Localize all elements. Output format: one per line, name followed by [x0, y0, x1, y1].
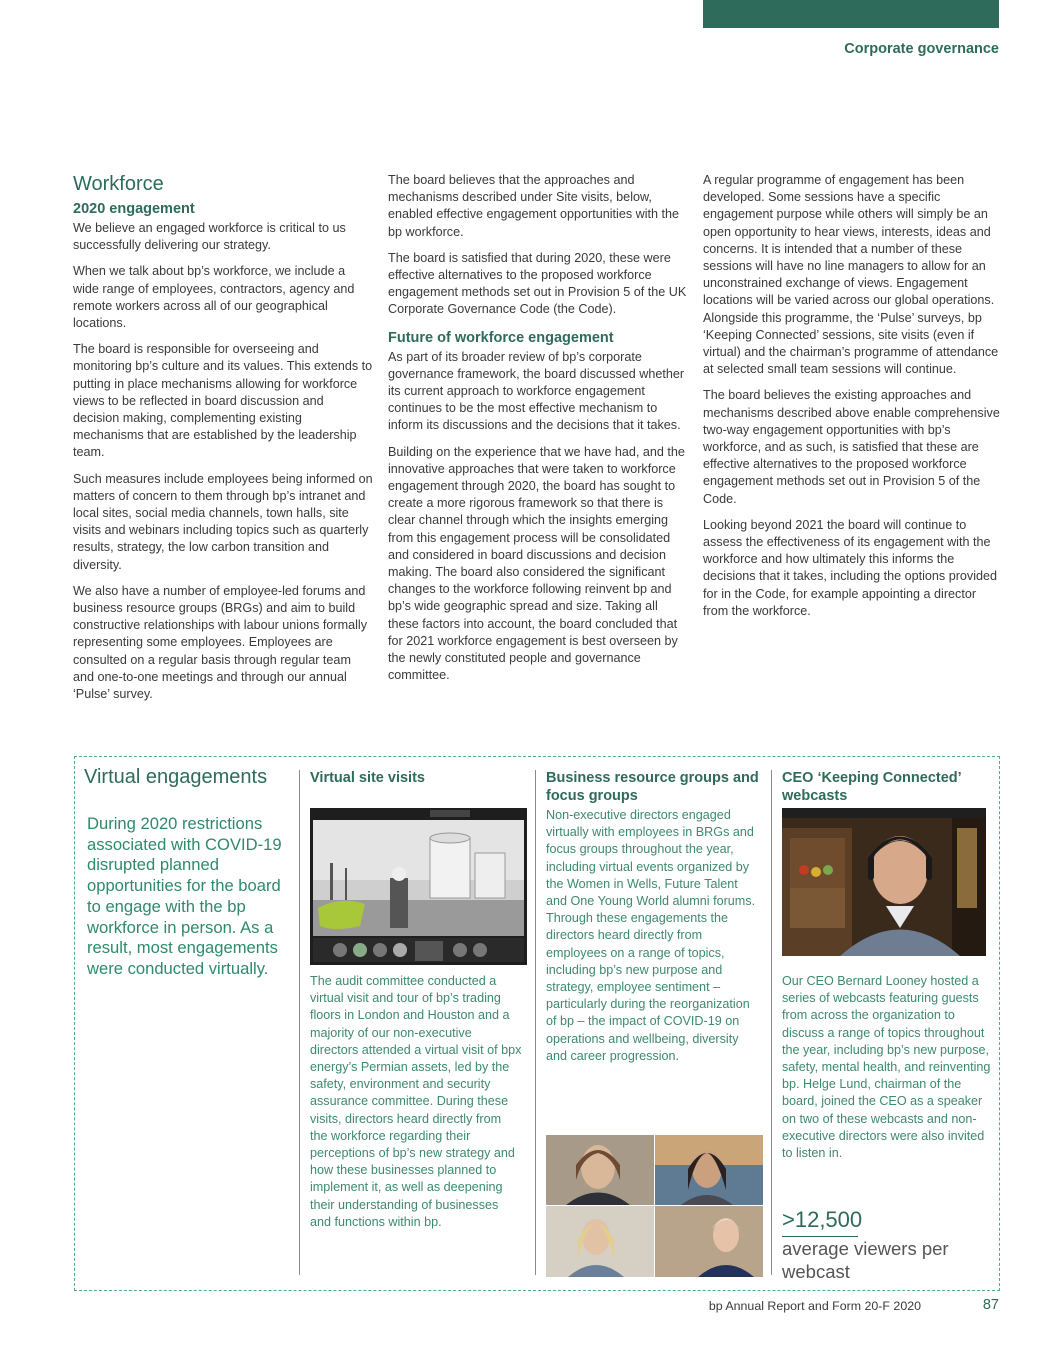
divider: [299, 770, 300, 1275]
paragraph: The board is responsible for overseeing and monitoring bp’s culture and its values. This extends to putting in place mechanisms allowing for workforce views to be reflected in board discussion and decision making, complementing existing mechanisms that are established by the leadership team.: [73, 342, 373, 460]
ceo-webcasts-text: Our CEO Bernard Looney hosted a series of webcasts featuring guests from across the organization to discuss a range of topics throughout the year, including bp’s new purpose, safety, mental health, and reinventing bp. Helge Lund, chairman of the board, joined the CEO as a speaker on two of these webcasts and non-executive directors were also invited to listen in.: [782, 974, 991, 1161]
site-visit-video-image: [310, 808, 527, 965]
header-bar: [703, 0, 999, 28]
paragraph: Looking beyond 2021 the board will continue to assess the effectiveness of its engagement with the workforce and how ultimately this informs the decisions that it takes, including the options provided for in the Code, for example appointing a director from the workforce.: [703, 517, 998, 618]
brg-video-call-image: [546, 1135, 763, 1277]
paragraph: Such measures include employees being informed on matters of concern to them through bp’s intranet and local sites, social media channels, town halls, site visits and webinars including topics such as quarterly results, strategy, the low carbon transition and diversity.: [73, 471, 373, 572]
paragraph: The board believes that the approaches and mechanisms described under Site visits, below, enabled effective engagement opportunities with the bp workforce.: [388, 173, 680, 239]
section-label: Corporate governance: [844, 41, 999, 57]
paragraph: The board believes the existing approaches and mechanisms described above enable comprehensive two-way engagement opportunities with bp’s workforce, and as such, is satisfied that these are effective alternatives to the proposed workforce engagement methods set out in Provision 5 of the Code.: [703, 388, 1000, 506]
workforce-heading: Workforce: [73, 173, 164, 195]
ceo-webcasts-heading: CEO ‘Keeping Connected’ webcasts: [782, 770, 961, 804]
site-visits-heading: Virtual site visits: [310, 770, 425, 786]
paragraph: The board is satisfied that during 2020, these were effective alternatives to the proposed workforce engagement methods set out in Provision 5 of the UK Corporate Governance Code (the Code).: [388, 250, 687, 317]
paragraph: Building on the experience that we have had, and the innovative approaches that were taken to workforce engagement through 2020, the board has sought to create a more rigorous framework so that there is clear channel through which the insights emerging from this engagement process will be consolidated and considered in board discussions and decision making. The board also considered the significant changes to the workforce following reinvent bp and bp’s wide geographic spread and size. Taking all these factors into account, the board concluded that for 2021 workforce engagement is best overseen by the newly constituted people and governance committee.: [388, 444, 685, 683]
paragraph: We also have a number of employee-led forums and business resource groups (BRGs) and aim to build constructive relationships with labour unions formally representing some employees. Employees are consulted on a regular basis through regular team and one-to-one meetings and through our annual ‘Pulse’ survey.: [73, 583, 367, 702]
column-3: [703, 172, 1003, 629]
viewers-stat-value: >12,500: [782, 1207, 863, 1232]
column-2: [388, 172, 688, 693]
virtual-engagements-title: Virtual engagements: [84, 766, 268, 788]
site-visits-text: The audit committee conducted a virtual visit and tour of bp’s trading floors in London and Houston and a majority of our non-executive directors attended a virtual visit of bpx energy’s Permian assets, led by the safety, environment and security assurance committee. During these visits, directors heard directly from the workforce regarding their perceptions of bp’s new strategy and how these businesses planned to implement it, as well as deepening their understanding of businesses and functions within bp.: [310, 974, 522, 1229]
paragraph: As part of its broader review of bp’s corporate governance framework, the board discussed whether its current approach to workforce engagement continues to be the most effective mechanism to inform its discussions and the decisions that it takes.: [388, 349, 685, 433]
paragraph: We believe an engaged workforce is critical to us successfully delivering our strategy.: [73, 221, 346, 253]
engagement-subheading: 2020 engagement: [73, 201, 195, 217]
viewers-stat-label: average viewers per webcast: [782, 1238, 949, 1282]
column-1: [73, 172, 373, 712]
ceo-webcast-video-image: [782, 808, 986, 956]
virtual-engagements-intro: During 2020 restrictions associated with COVID-19 disrupted planned opportunities for the board to engage with the bp workforce in person. As a result, most engagements were conducted virtually.: [87, 814, 282, 978]
future-heading: Future of workforce engagement: [388, 329, 614, 346]
paragraph: A regular programme of engagement has been developed. Some sessions have a specific engagement purpose while others will simply be an open opportunity to hear views, interests, ideas and concerns. It is intended that a number of these sessions will have no line managers to allow for an unconstrained exchange of views. Engagement locations will be varied across our global operations. Alongside this programme, the ‘Pulse’ surveys, bp ‘Keeping Connected’ sessions, site visits (even if virtual) and the chairman’s programme of attendance at selected small team sessions will continue.: [703, 173, 999, 377]
divider: [535, 770, 536, 1275]
brg-heading: Business resource groups and focus groups: [546, 770, 759, 804]
footer-report-title: bp Annual Report and Form 20-F 2020: [708, 1299, 921, 1313]
divider: [771, 770, 772, 1275]
brg-text: Non-executive directors engaged virtually with employees in BRGs and focus groups throughout the year, including virtual events organized by the Women in Wells, Future Talent and One Young World alumni forums. Through these engagements the directors heard directly from employees on a range of topics, including bp’s new purpose and strategy, employee sentiment – particularly during the reorganization of bp – the impact of COVID-19 on operations and wellbeing, diversity and career progression.: [546, 808, 756, 1063]
page-number: 87: [982, 1297, 999, 1313]
paragraph: When we talk about bp’s workforce, we include a wide range of employees, contractors, agency and remote workers across all of our geographical locations.: [73, 264, 355, 331]
